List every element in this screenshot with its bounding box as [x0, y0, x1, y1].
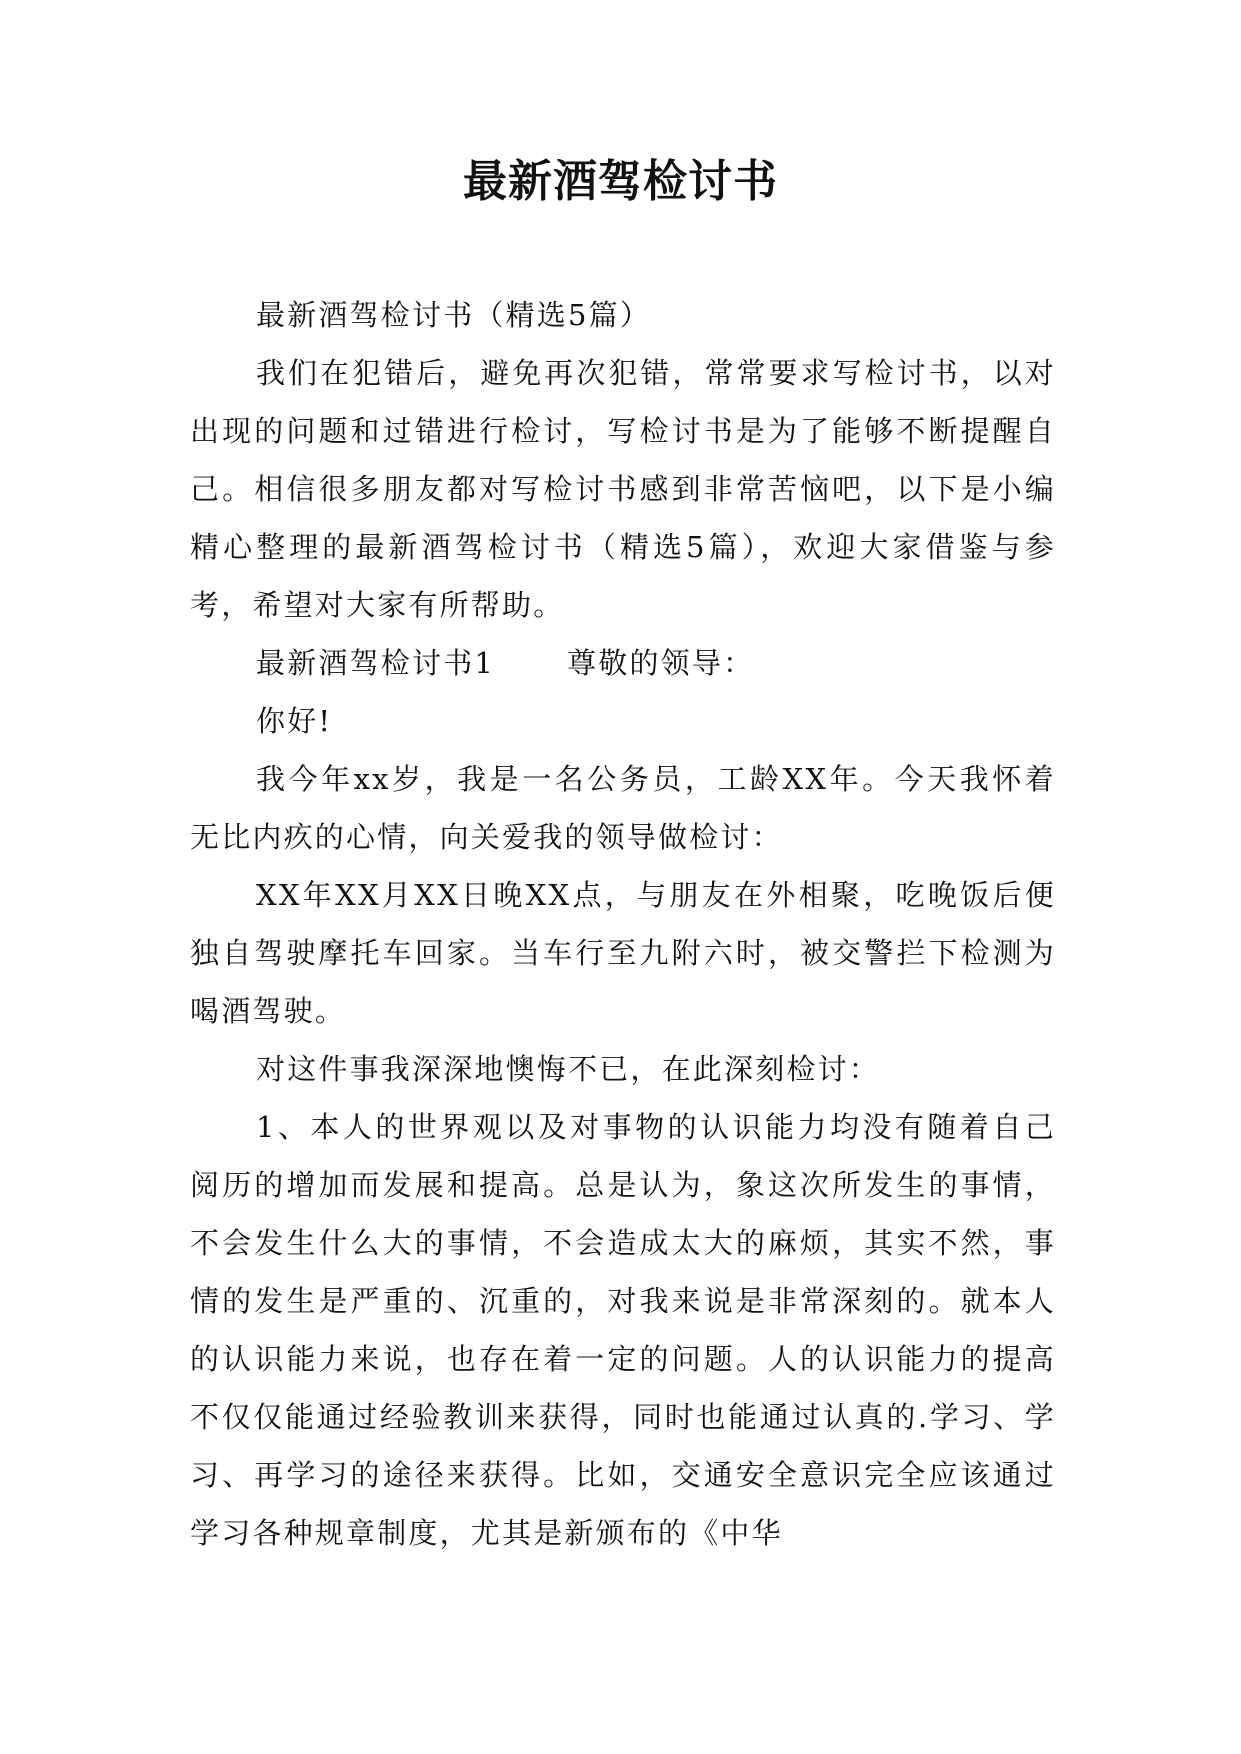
section-1-heading: 最新酒驾检讨书1: [256, 646, 496, 680]
subtitle-paragraph: 最新酒驾检讨书（精选5篇）: [256, 298, 652, 332]
paragraph-3: 对这件事我深深地懊悔不已，在此深刻检讨：: [256, 1052, 881, 1086]
section-heading-line: [190, 634, 1056, 692]
paragraph-4: 1、本人的世界观以及对事物的认识能力均没有随着自己阅历的增加而发展和提高。总是认为，象这次所发生的事情，不会发生什么大的事情，不会造成太大的麻烦，其实不然，事情的发生是严重的、沉重的，对我来说是非常深刻的。就本人的认识能力来说，也存在着一定的问题。人的认识能力的提高不仅仅能通过经验教训来获得，同时也能通过认真的.学习、学习、再学习的途径来获得。比如，交通安全意识完全应该通过学习各种规章制度，尤其是新颁布的《中华: [190, 1110, 1056, 1550]
document-title: 最新酒驾检讨书: [463, 156, 778, 207]
salutation: 尊敬的领导：: [567, 646, 755, 680]
intro-paragraph: 我们在犯错后，避免再次犯错，常常要求写检讨书，以对出现的问题和过错进行检讨，写检讨书是为了能够不断提醒自己。相信很多朋友都对写检讨书感到非常苦恼吧，以下是小编精心整理的最新酒驾检讨书（精选5篇），欢迎大家借鉴与参考，希望对大家有所帮助。: [190, 356, 1056, 622]
document-body: [190, 286, 1056, 1562]
paragraph-1: 我今年xx岁，我是一名公务员，工龄XX年。今天我怀着无比内疚的心情，向关爱我的领导做检讨：: [190, 762, 1056, 854]
paragraph-2: XX年XX月XX日晚XX点，与朋友在外相聚，吃晚饭后便独自驾驶摩托车回家。当车行至九附六时，被交警拦下检测为喝酒驾驶。: [190, 878, 1056, 1028]
greeting-paragraph: 你好!: [256, 704, 333, 738]
